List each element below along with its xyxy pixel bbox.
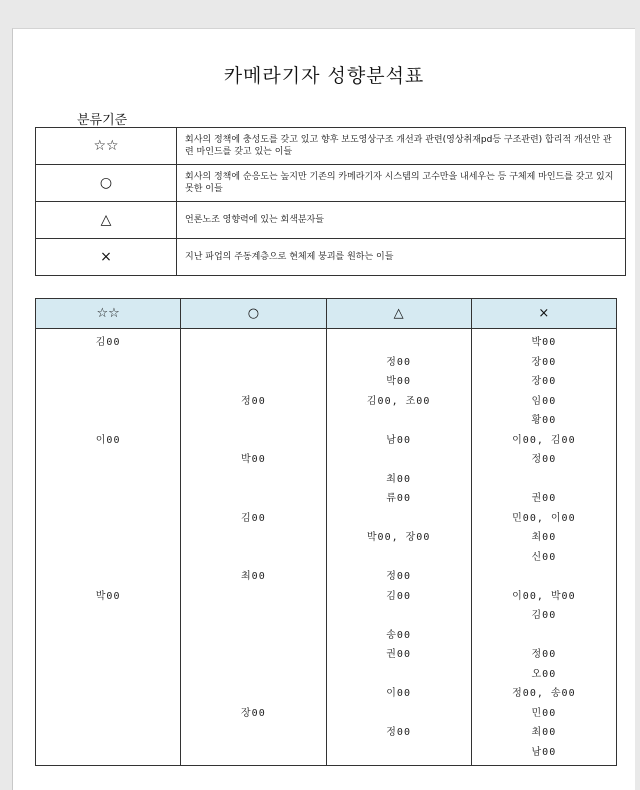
name-entry: 김00 — [241, 512, 266, 524]
name-entry: 최00 — [241, 571, 266, 582]
criteria-label: 분류기준 — [77, 113, 128, 128]
column-header-cross: × — [471, 299, 616, 329]
name-entry: 정00 — [531, 454, 557, 465]
criteria-description: 회사의 정책에 충성도를 갖고 있고 향후 보도영상구조 개선과 관련(영상취재pd등 구조관련) 합리적 개선안 관련 마인드를 갖고 있는 이들 — [177, 128, 626, 165]
name-entry: 정00 — [531, 649, 557, 660]
criteria-row — [36, 202, 626, 239]
column-header-double-star: ☆☆ — [36, 299, 181, 329]
name-entry: 남00 — [531, 746, 557, 758]
name-entry: 이00 — [95, 434, 121, 446]
name-entry: 정00 — [386, 356, 411, 368]
name-entry: 민00 — [531, 707, 557, 719]
name-entry: 정00 — [386, 727, 411, 738]
name-entry: 김00, 조00 — [366, 395, 431, 407]
header-row — [36, 299, 617, 329]
criteria-row — [36, 128, 626, 165]
name-entry: 정00 — [241, 395, 266, 407]
name-entry: 최00 — [386, 473, 411, 485]
criteria-symbol: ☆☆ — [36, 128, 177, 165]
name-entry: 이00, 박00 — [512, 590, 576, 602]
name-entry: 이00 — [386, 688, 411, 699]
name-entry: 박00 — [95, 590, 121, 602]
name-entry: 박00, 장00 — [366, 532, 431, 543]
column-header-triangle: △ — [326, 299, 471, 329]
criteria-description: 회사의 정책에 순응도는 높지만 기존의 카메라기자 시스템의 고수만을 내세우는 등 구체제 마인드를 갖고 있지 못한 이들 — [177, 165, 626, 202]
name-entry: 박00 — [241, 454, 266, 465]
name-entry: 정00 — [386, 571, 411, 582]
criteria-symbol: △ — [36, 202, 177, 239]
names-row — [36, 329, 617, 766]
name-entry: 송00 — [386, 629, 411, 641]
column-triangle — [326, 329, 471, 766]
name-entry: 장00 — [531, 356, 557, 368]
column-circle — [181, 329, 326, 766]
column-header-circle: ○ — [181, 299, 326, 329]
criteria-row — [36, 165, 626, 202]
column-double-star — [36, 329, 181, 766]
name-entry: 김00 — [95, 337, 121, 348]
criteria-row — [36, 239, 626, 276]
name-entry: 류00 — [386, 493, 411, 504]
name-entry: 박00 — [386, 376, 411, 387]
name-entry: 신00 — [531, 551, 557, 563]
criteria-symbol: × — [36, 239, 177, 276]
criteria-description: 지난 파업의 주동계층으로 현체제 붕괴를 원하는 이들 — [177, 239, 626, 276]
document-page — [12, 28, 635, 790]
name-entry: 최00 — [531, 532, 557, 543]
name-entry: 김00 — [386, 590, 411, 602]
name-entry: 황00 — [531, 415, 557, 426]
name-entry: 임00 — [531, 395, 557, 407]
document-title: 카메라기자 성향분석표 — [223, 65, 425, 87]
name-entry: 장00 — [241, 707, 266, 719]
criteria-description: 언론노조 영향력에 있는 회색분자들 — [177, 202, 626, 239]
name-entry: 민00, 이00 — [512, 512, 576, 524]
name-entry: 오00 — [531, 668, 557, 680]
name-entry: 최00 — [531, 727, 557, 738]
column-cross — [471, 329, 616, 766]
name-entry: 김00 — [531, 610, 557, 621]
name-entry: 정00, 송00 — [512, 688, 576, 699]
name-entry: 권00 — [386, 649, 411, 660]
criteria-table — [35, 127, 626, 276]
classification-table — [35, 298, 617, 766]
name-entry: 박00 — [531, 337, 557, 348]
name-entry: 권00 — [531, 493, 557, 504]
name-entry: 장00 — [531, 376, 557, 387]
name-entry: 이00, 김00 — [512, 434, 576, 446]
name-entry: 남00 — [386, 434, 411, 446]
criteria-symbol: ○ — [36, 165, 177, 202]
